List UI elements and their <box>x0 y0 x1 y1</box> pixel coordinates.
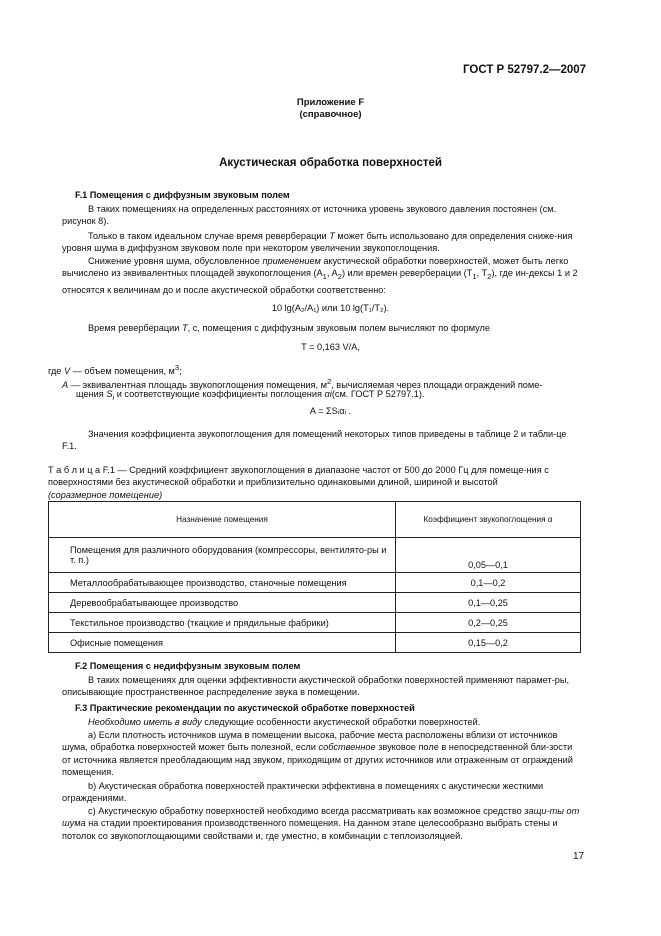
formula-level-reduction: 10 lg(A₂/A₁) или 10 lg(T₁/T₂). <box>271 303 390 313</box>
paragraph-f1-5: Значения коэффициента звукопоглощения для помещений некоторых типов приведены в таблице 2 и табли-це F.1. <box>62 429 567 452</box>
section-heading-f3: F.3 Практические рекомендации по акустической обработке поверхностей <box>75 703 415 713</box>
cell-room: Деревообрабатывающее производство <box>49 593 396 613</box>
cell-coefficient: 0,15—0,2 <box>396 633 581 653</box>
cell-room: Металлообрабатывающее производство, станочные помещения <box>49 573 396 593</box>
formula-reverberation: T = 0,163 V/A, <box>301 342 360 352</box>
appendix-label <box>0 97 661 121</box>
page-title: Акустическая обработка поверхностей <box>219 157 442 169</box>
paragraph-f3-c: c) Акустическую обработку поверхностей необходимо всегда рассматривать как возможное средство защи-ты от шума на стадии проектирования производственного помещения. На данном этапе целесообразно выбрать стены и потолок со звукопоглощающими свойствами и, где уместно, в комбинации с теплоизоляцией. <box>62 806 580 841</box>
table-row <box>49 633 581 653</box>
cell-coefficient: 0,1—0,2 <box>396 573 581 593</box>
page-number: 17 <box>573 851 585 862</box>
table-row <box>49 538 581 573</box>
formula-absorption-area: A = ΣSᵢαᵢ . <box>309 406 352 416</box>
paragraph-f3-b: b) Акустическая обработка поверхностей практически эффективна в помещениях с акустически жесткими ограждениями. <box>62 781 544 804</box>
table-header-row <box>49 502 581 538</box>
table-row <box>49 573 581 593</box>
cell-room: Помещения для различного оборудования (компрессоры, вентилято-ры и т. п.) <box>49 538 396 573</box>
section-heading-f1: F.1 Помещения с диффузным звуковым полем <box>75 190 290 200</box>
appendix-title: Приложение F <box>296 97 365 108</box>
table-row <box>49 613 581 633</box>
paragraph-f1-3: Снижение уровня шума, обусловленное применением акустической обработки поверхностей, может быть легко вычислено из эквивалентных площадей звукопоглощения ($A_1$, $A_2$) или времен реверберации ($T_1$, $T_2$), где ин-дексы 1 и 2 относятся к величинам до и после акустической обработки соответственно: <box>62 256 578 295</box>
cell-coefficient: 0,05—0,1 <box>396 538 581 573</box>
cell-room: Офисные помещения <box>49 633 396 653</box>
section-heading-f2: F.2 Помещения с недиффузным звуковым полем <box>75 661 301 671</box>
standard-designation: ГОСТ Р 52797.2—2007 <box>463 64 587 76</box>
table-row <box>49 593 581 613</box>
cell-coefficient: 0,2—0,25 <box>396 613 581 633</box>
absorption-table <box>48 501 581 653</box>
paragraph-f2-1: В таких помещениях для оценки эффективности акустической обработки поверхностей применяют парамет-ры, описывающие пространственное распределение звука в помещении. <box>62 675 570 698</box>
cell-coefficient: 0,1—0,25 <box>396 593 581 613</box>
paragraph-f3-a: a) Если плотность источников шума в помещении высока, рабочие места расположены вблизи от источников шума, обработка поверхностей может быть полезной, если собственное звуковое поле в непосредственной бли-зости от источника является преобладающим над звуком, приходящим от других источников или отраженным от ограждений помещения. <box>62 730 573 778</box>
paragraph-f1-1: В таких помещениях на определенных расстояниях от источника уровень звукового давления постоянен (см. рисунок 8). <box>62 204 557 227</box>
where-area: A — эквивалентная площадь звукопоглощения помещения, $м^2$, вычисляемая через площади ограждений поме- <box>62 377 543 391</box>
paragraph-f3-intro: Необходимо иметь в виду следующие особенности акустической обработки поверхностей. <box>88 717 481 727</box>
paragraph-f1-4: Время реверберации T, с, помещения с диффузным звуковым полем вычисляют по формуле <box>88 323 491 333</box>
where-volume: где V — объем помещения, $м^3$; <box>48 363 182 377</box>
column-header-coefficient: Коэффициент звукопоглощения α <box>396 502 581 538</box>
where-area-cont: щения $S_i$ и соответствующие коэффициенты поглощения αi(см. ГОСТ Р 52797.1). <box>76 389 425 402</box>
table-caption: Т а б л и ц а F.1 — Средний коэффициент звукопоглощения в диапазоне частот от 500 до 2000 Гц для помеще-ния с поверхностями без акустической обработки и приблизительно одинаковыми длиной, шириной и высотой (соразмерное помещение) <box>48 465 549 500</box>
cell-room: Текстильное производство (ткацкие и прядильные фабрики) <box>49 613 396 633</box>
column-header-room: Назначение помещения <box>49 502 396 538</box>
paragraph-f1-2: Только в таком идеальном случае время реверберации T может быть использовано для определения сниже-ния уровня шума в диффузном звуковом поле при некотором увеличении звукопоглощения. <box>62 231 573 254</box>
appendix-status: (справочное) <box>299 109 362 120</box>
